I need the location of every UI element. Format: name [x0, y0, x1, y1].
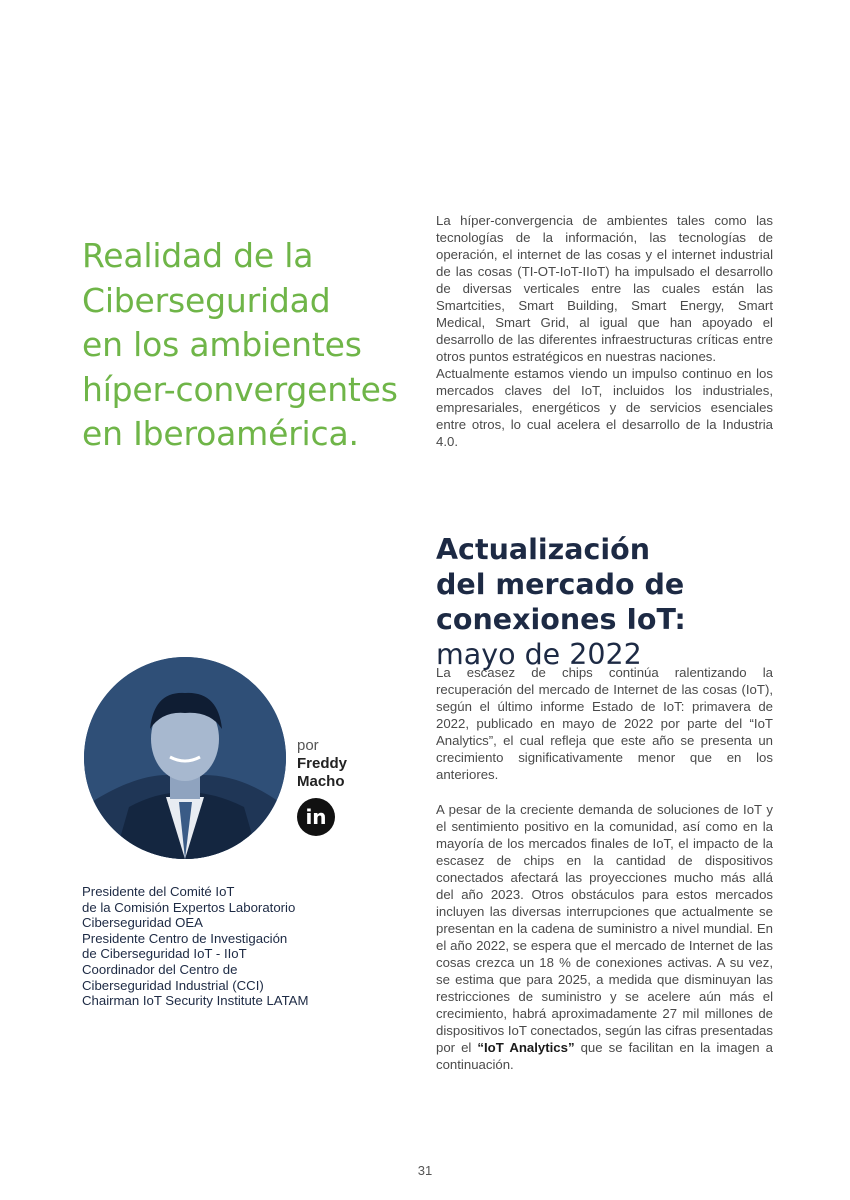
- body-text-1: [436, 664, 773, 783]
- body-text-segment: A pesar de la creciente demanda de soluciones de IoT y el sentimiento positivo en la comunidad, así como en la mayoría de los mercados finales de IoT, el impacto de la escasez de chips en la cantidad de dispositivos conectados afectará las proyecciones mucho más allá del año 2023. Otros obstáculos para estos mercados incluyen las diversas interrupciones que actualmente se presentan en la cadena de suministro a nivel mundial. En el año 2022, se espera que el mercado de Internet de las cosas crezca un 18 % de conexiones activas. A su vez, se estima que para 2025, a medida que disminuyan las restricciones de suministro y se acelere aún más el crecimiento, habrá aproximadamente 27 mil millones de dispositivos IoT conectados, según las cifras presentadas por el: [436, 802, 773, 1055]
- section-title-line: conexiones IoT:: [436, 602, 686, 636]
- body-text-2: [436, 801, 773, 1073]
- bio-line: Presidente del Comité IoT: [82, 884, 235, 899]
- main-title-line: en los ambientes: [82, 325, 362, 365]
- bio-line: Chairman IoT Security Institute LATAM: [82, 993, 309, 1009]
- section-subtitle: mayo de 2022: [436, 637, 642, 671]
- author-bio: [82, 884, 402, 1009]
- bio-line: Coordinador del Centro de: [82, 961, 238, 977]
- intro-paragraph: La híper-convergencia de ambientes tales como las tecnologías de la información, las tecnologías de operación, el internet de las cosas y el internet industrial de las cosas (TI-OT-IoT-IIoT) ha impulsado el desarrollo de diversas verticales entre las cuales están las Smartcities, Smart Building, Smart Energy, Smart Medical, Smart Grid, al igual que han apoyado el desarrollo de las diferentes infraestructuras críticas entre otros puntos estratégicos en nuestras naciones.: [436, 213, 773, 364]
- main-title-line: híper-convergentes: [82, 369, 398, 409]
- page-number: 31: [417, 1163, 433, 1178]
- author-byline: [297, 737, 347, 791]
- linkedin-icon-text: in: [305, 805, 327, 829]
- intro-text: [436, 212, 773, 450]
- section-title-line: Actualización: [436, 532, 650, 566]
- bio-line: Ciberseguridad OEA: [82, 915, 203, 931]
- bio-line: de la Comisión Expertos Laboratorio: [82, 899, 296, 915]
- bio-line: de Ciberseguridad IoT - IIoT: [82, 946, 247, 962]
- main-title-line: Realidad de la: [82, 236, 314, 276]
- body-text-segment: que se facilitan en la imagen a continuación.: [436, 1040, 773, 1072]
- body-paragraph: La escasez de chips continúa ralentizando la recuperación del mercado de Internet de las cosas (IoT), según el último informe Estado de IoT: primavera de 2022, publicado en mayo de 2022 por parte del “IoT Analytics”, el cual refleja que este año se presenta un crecimiento significativamente menor que en los anteriores.: [436, 665, 773, 782]
- main-title-line: en Iberoamérica.: [82, 414, 359, 454]
- section-title-line: del mercado de: [436, 567, 685, 601]
- intro-paragraph: Actualmente estamos viendo un impulso continuo en los mercados claves del IoT, incluidos los industriales, empresariales, energéticos y de servicios esenciales entre otros, lo cual acelera el desarrollo de la Industria 4.0.: [436, 366, 773, 449]
- emphasis-source: “IoT Analytics”: [477, 1040, 575, 1055]
- author-last-name: Macho: [297, 773, 345, 790]
- author-photo: [84, 657, 286, 859]
- linkedin-icon[interactable]: [297, 798, 335, 836]
- main-title-line: Ciberseguridad: [82, 280, 331, 320]
- author-portrait-icon: [84, 657, 286, 859]
- section-title: [436, 532, 776, 672]
- by-label: por: [297, 737, 319, 754]
- author-first-name: Freddy: [297, 755, 348, 772]
- bio-line: Presidente Centro de Investigación: [82, 930, 288, 946]
- bio-line: Ciberseguridad Industrial (CCI): [82, 977, 264, 993]
- body-paragraph: [436, 801, 773, 1073]
- main-title: [82, 234, 422, 457]
